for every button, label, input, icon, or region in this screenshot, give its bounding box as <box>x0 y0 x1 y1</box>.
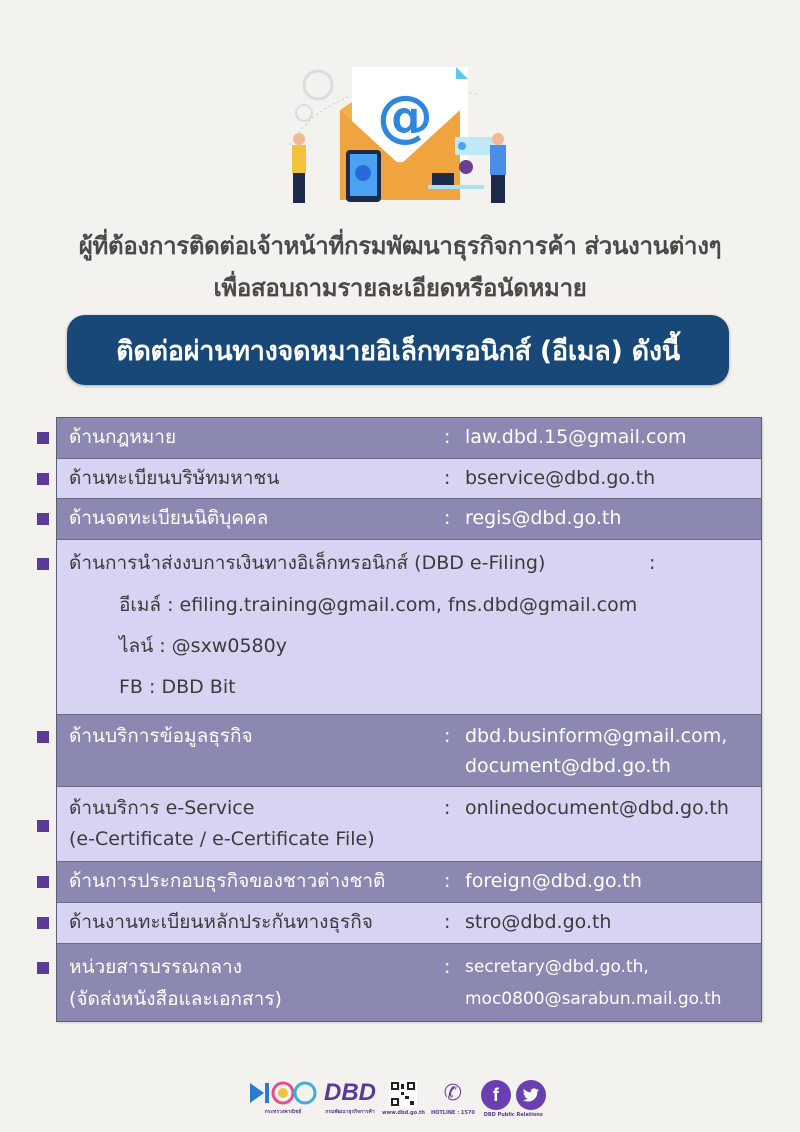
contact-label: หน่วยสารบรรณกลาง <box>69 956 242 978</box>
intro-heading-line1: ผู้ที่ต้องการติดต่อเจ้าหน้าที่กรมพัฒนาธุรกิจการค้า ส่วนงานต่างๆ <box>78 232 722 260</box>
e-filing-line-id[interactable]: ไลน์ : @sxw0580y <box>119 635 287 657</box>
contact-row-law <box>57 418 761 459</box>
website-caption[interactable]: www.dbd.go.th <box>382 1110 425 1116</box>
bullet-icon <box>37 917 49 929</box>
contact-label: ด้านบริการข้อมูลธุรกิจ <box>69 725 253 747</box>
website-qr[interactable] <box>382 1080 425 1116</box>
contact-label: ด้านการนำส่งงบการเงินทางอิเล็กทรอนิกส์ (DBD e-Filing) <box>69 552 546 574</box>
colon: : <box>444 426 451 448</box>
bullet-icon <box>37 473 49 485</box>
intro-heading-line2: เพื่อสอบถามรายละเอียดหรือนัดหมาย <box>213 274 587 302</box>
contact-email-link[interactable]: regis@dbd.go.th <box>465 507 622 529</box>
qr-code-icon <box>389 1080 417 1108</box>
moc-caption: กระทรวงพาณิชย์ <box>264 1109 302 1115</box>
contact-row-public-company <box>57 459 761 499</box>
colon: : <box>444 507 451 529</box>
contact-label: ด้านการประกอบธุรกิจของชาวต่างชาติ <box>69 870 386 892</box>
contact-row-juristic-registration <box>57 499 761 540</box>
contact-label: ด้านกฎหมาย <box>69 426 177 448</box>
colon: : <box>444 956 451 978</box>
colon: : <box>444 911 451 933</box>
email-illustration <box>280 55 520 205</box>
contact-row-e-service <box>57 787 761 862</box>
contact-row-business-security <box>57 903 761 944</box>
contact-label: ด้านงานทะเบียนหลักประกันทางธุรกิจ <box>69 911 373 933</box>
moc-100-logo <box>248 1080 318 1116</box>
contact-label: ด้านทะเบียนบริษัทมหาชน <box>69 467 280 489</box>
contact-email-link[interactable]: law.dbd.15@gmail.com <box>465 426 687 448</box>
contact-email-link[interactable]: foreign@dbd.go.th <box>465 870 642 892</box>
bullet-icon <box>37 962 49 974</box>
contact-row-e-filing <box>57 540 761 715</box>
bullet-icon <box>37 558 49 570</box>
contact-label: ด้านจดทะเบียนนิติบุคคล <box>69 507 269 529</box>
contact-email-link[interactable]: onlinedocument@dbd.go.th <box>465 797 729 819</box>
hotline[interactable] <box>431 1080 475 1116</box>
contact-email-link[interactable]: secretary@dbd.go.th, <box>465 957 649 977</box>
gear-icon <box>304 71 332 99</box>
contact-label: ด้านบริการ e-Service <box>69 797 255 819</box>
contact-label-2: (จัดส่งหนังสือและเอกสาร) <box>69 988 282 1010</box>
footer-logos <box>248 1079 543 1125</box>
contact-row-central-correspondence <box>57 944 761 1021</box>
e-filing-email[interactable]: อีเมล์ : efiling.training@gmail.com, fns.dbd@gmail.com <box>119 594 638 616</box>
twitter-icon[interactable] <box>516 1080 546 1110</box>
colon: : <box>444 467 451 489</box>
colon: : <box>649 552 656 574</box>
contact-row-foreign-business <box>57 862 761 903</box>
phone-icon <box>355 165 371 181</box>
social-links <box>481 1080 546 1118</box>
bullet-icon <box>37 432 49 444</box>
contact-row-business-info <box>57 715 761 787</box>
colon: : <box>444 797 451 819</box>
contact-email-link-2[interactable]: moc0800@sarabun.mail.go.th <box>465 989 722 1009</box>
bullet-icon <box>37 513 49 525</box>
phone-icon: ✆ <box>443 1081 463 1106</box>
email-contact-banner: ติดต่อผ่านทางจดหมายอิเล็กทรอนิกส์ (อีเมล) ดังนี้ <box>67 315 729 385</box>
dbd-logo: DBD กรมพัฒนาธุรกิจการค้า <box>324 1079 376 1115</box>
facebook-icon[interactable]: f <box>481 1080 511 1110</box>
at-sign-icon: @ <box>377 84 433 149</box>
hotline-caption: HOTLINE : 1570 <box>430 1110 475 1116</box>
dbd-caption: กรมพัฒนาธุรกิจการค้า <box>325 1109 375 1115</box>
bullet-icon <box>37 731 49 743</box>
contact-email-link[interactable]: bservice@dbd.go.th <box>465 467 656 489</box>
contact-email-link-2[interactable]: document@dbd.go.th <box>465 755 671 777</box>
contact-email-link[interactable]: dbd.businform@gmail.com, <box>465 725 728 747</box>
contact-label-2: (e-Certificate / e-Certificate File) <box>69 828 375 850</box>
e-filing-facebook[interactable]: FB : DBD Bit <box>119 676 236 698</box>
social-caption: DBD Public Relations <box>483 1112 543 1118</box>
colon: : <box>444 725 451 747</box>
contact-email-link[interactable]: stro@dbd.go.th <box>465 911 612 933</box>
bullet-icon <box>37 820 49 832</box>
colon: : <box>444 870 451 892</box>
contact-table <box>56 417 762 1022</box>
bullet-icon <box>37 876 49 888</box>
